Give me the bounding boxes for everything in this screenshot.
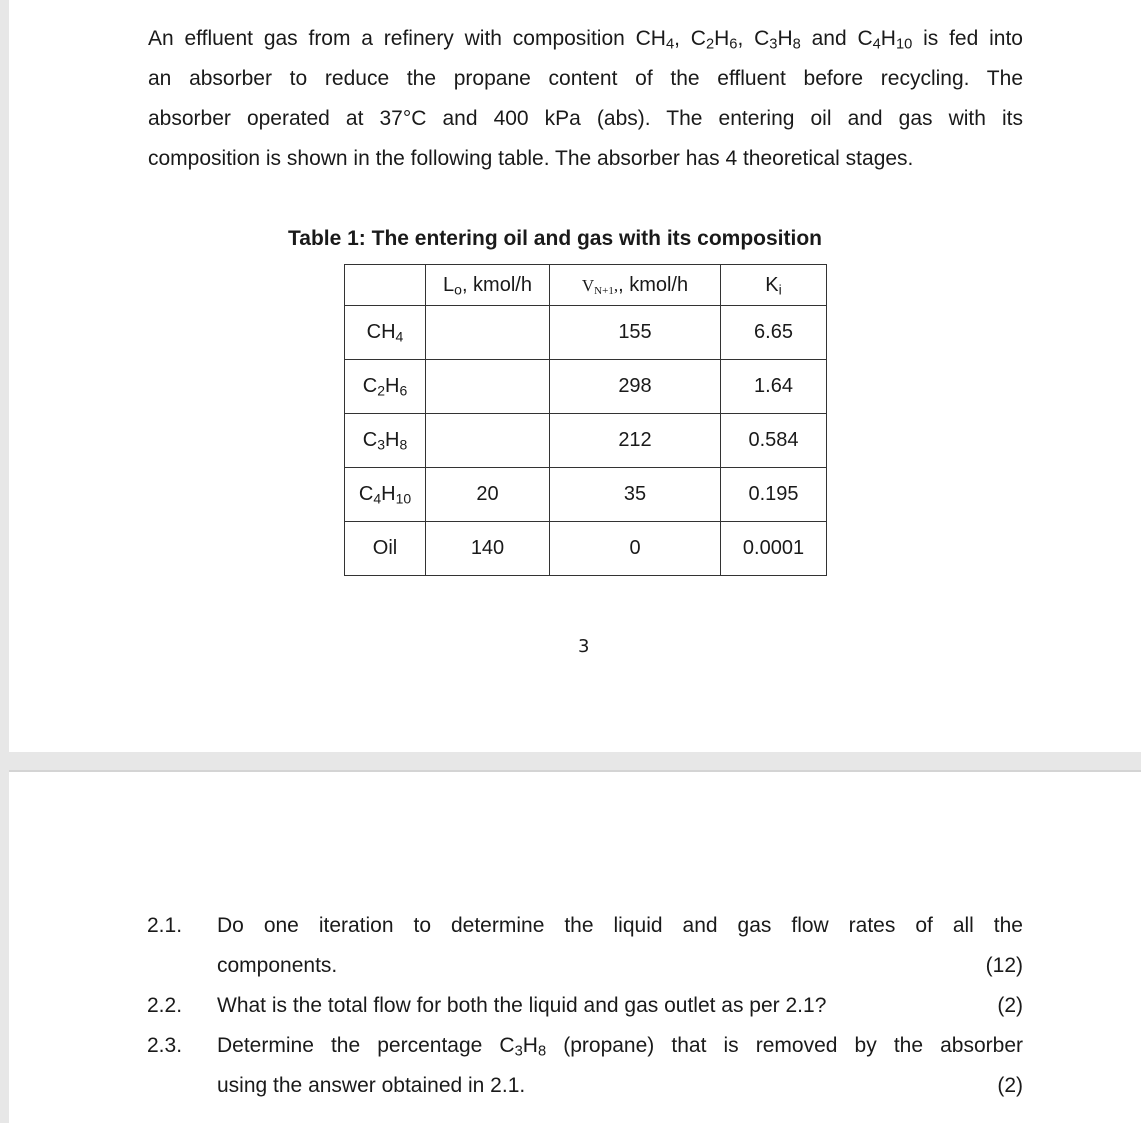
lo-cell [426,414,550,468]
table-caption: Table 1: The entering oil and gas with its composition [288,227,822,250]
header-vn1: $V_{N+1}$,, kmol/h [550,265,721,306]
header-ki: $K_i$ [721,265,827,306]
vn1-cell: 155 [550,306,721,360]
vn1-cell: 212 [550,414,721,468]
table-row [345,414,827,468]
header-vn1-unit: , kmol/h [618,273,689,296]
question-marks: (2) [997,994,1023,1017]
vn1-cell: 0 [550,522,721,576]
question-marks: (12) [985,954,1023,977]
question-2-3 [0,1026,1141,1066]
component-cell: $CH_4$ [345,306,426,360]
header-lo: $L_o$, kmol/h [426,265,550,306]
table-header-row [345,265,827,306]
intro-line-4: composition is shown in the following table. The absorber has 4 theoretical stages. [148,147,914,170]
table-row [345,468,827,522]
question-text [217,906,1023,946]
question-2-2 [0,986,1141,1026]
question-2-3-cont [0,1066,1141,1106]
vn1-cell: 35 [550,468,721,522]
question-number: 2.1. [147,914,183,937]
component-cell: $C_2H_6$ [345,360,426,414]
question-2-1-cont [0,946,1141,986]
table-row [345,360,827,414]
lo-cell: 20 [426,468,550,522]
question-marks: (2) [997,1074,1023,1097]
question-line: Do one iteration to determine the liquid and gas flow rates of all the [217,914,1023,937]
component-cell: $C_3H_8$ [345,414,426,468]
intro-line-3: absorber operated at 37°C and 400 kPa (abs). The entering oil and gas with its [148,107,1023,130]
ki-cell: 0.0001 [721,522,827,576]
vn1-cell: 298 [550,360,721,414]
question-2-1 [0,906,1141,946]
question-text [217,946,1023,986]
composition-table [344,264,827,576]
lo-cell: 140 [426,522,550,576]
question-number: 2.2. [147,994,183,1017]
question-line: Determine the percentage $C_3H_8$ (propane) that is removed by the absorber [217,1034,1024,1060]
intro-line-1: An effluent gas from a refinery with composition $CH_4$, $C_2H_6$, $C_3H_8$ and $C_4H_{10}$ is fed into [148,27,1023,53]
question-line: What is the total flow for both the liquid and gas outlet as per 2.1? [217,994,827,1017]
ki-cell: 1.64 [721,360,827,414]
component-cell: Oil [345,522,426,576]
ki-cell: 0.195 [721,468,827,522]
question-text [217,986,1023,1026]
question-line: components. [217,954,338,977]
page-number: 3 [578,636,590,657]
question-text [217,1026,1023,1066]
header-component [345,265,426,306]
question-text [217,1066,1023,1106]
intro-paragraph [148,19,1023,179]
ki-cell: 6.65 [721,306,827,360]
table-row [345,522,827,576]
lo-cell [426,306,550,360]
table-row [345,306,827,360]
component-cell: $C_4H_{10}$ [345,468,426,522]
ki-cell: 0.584 [721,414,827,468]
intro-line-2: an absorber to reduce the propane content of the effluent before recycling. The [148,67,1023,90]
question-line: using the answer obtained in 2.1. [217,1074,526,1097]
lo-cell [426,360,550,414]
question-number: 2.3. [147,1034,183,1057]
